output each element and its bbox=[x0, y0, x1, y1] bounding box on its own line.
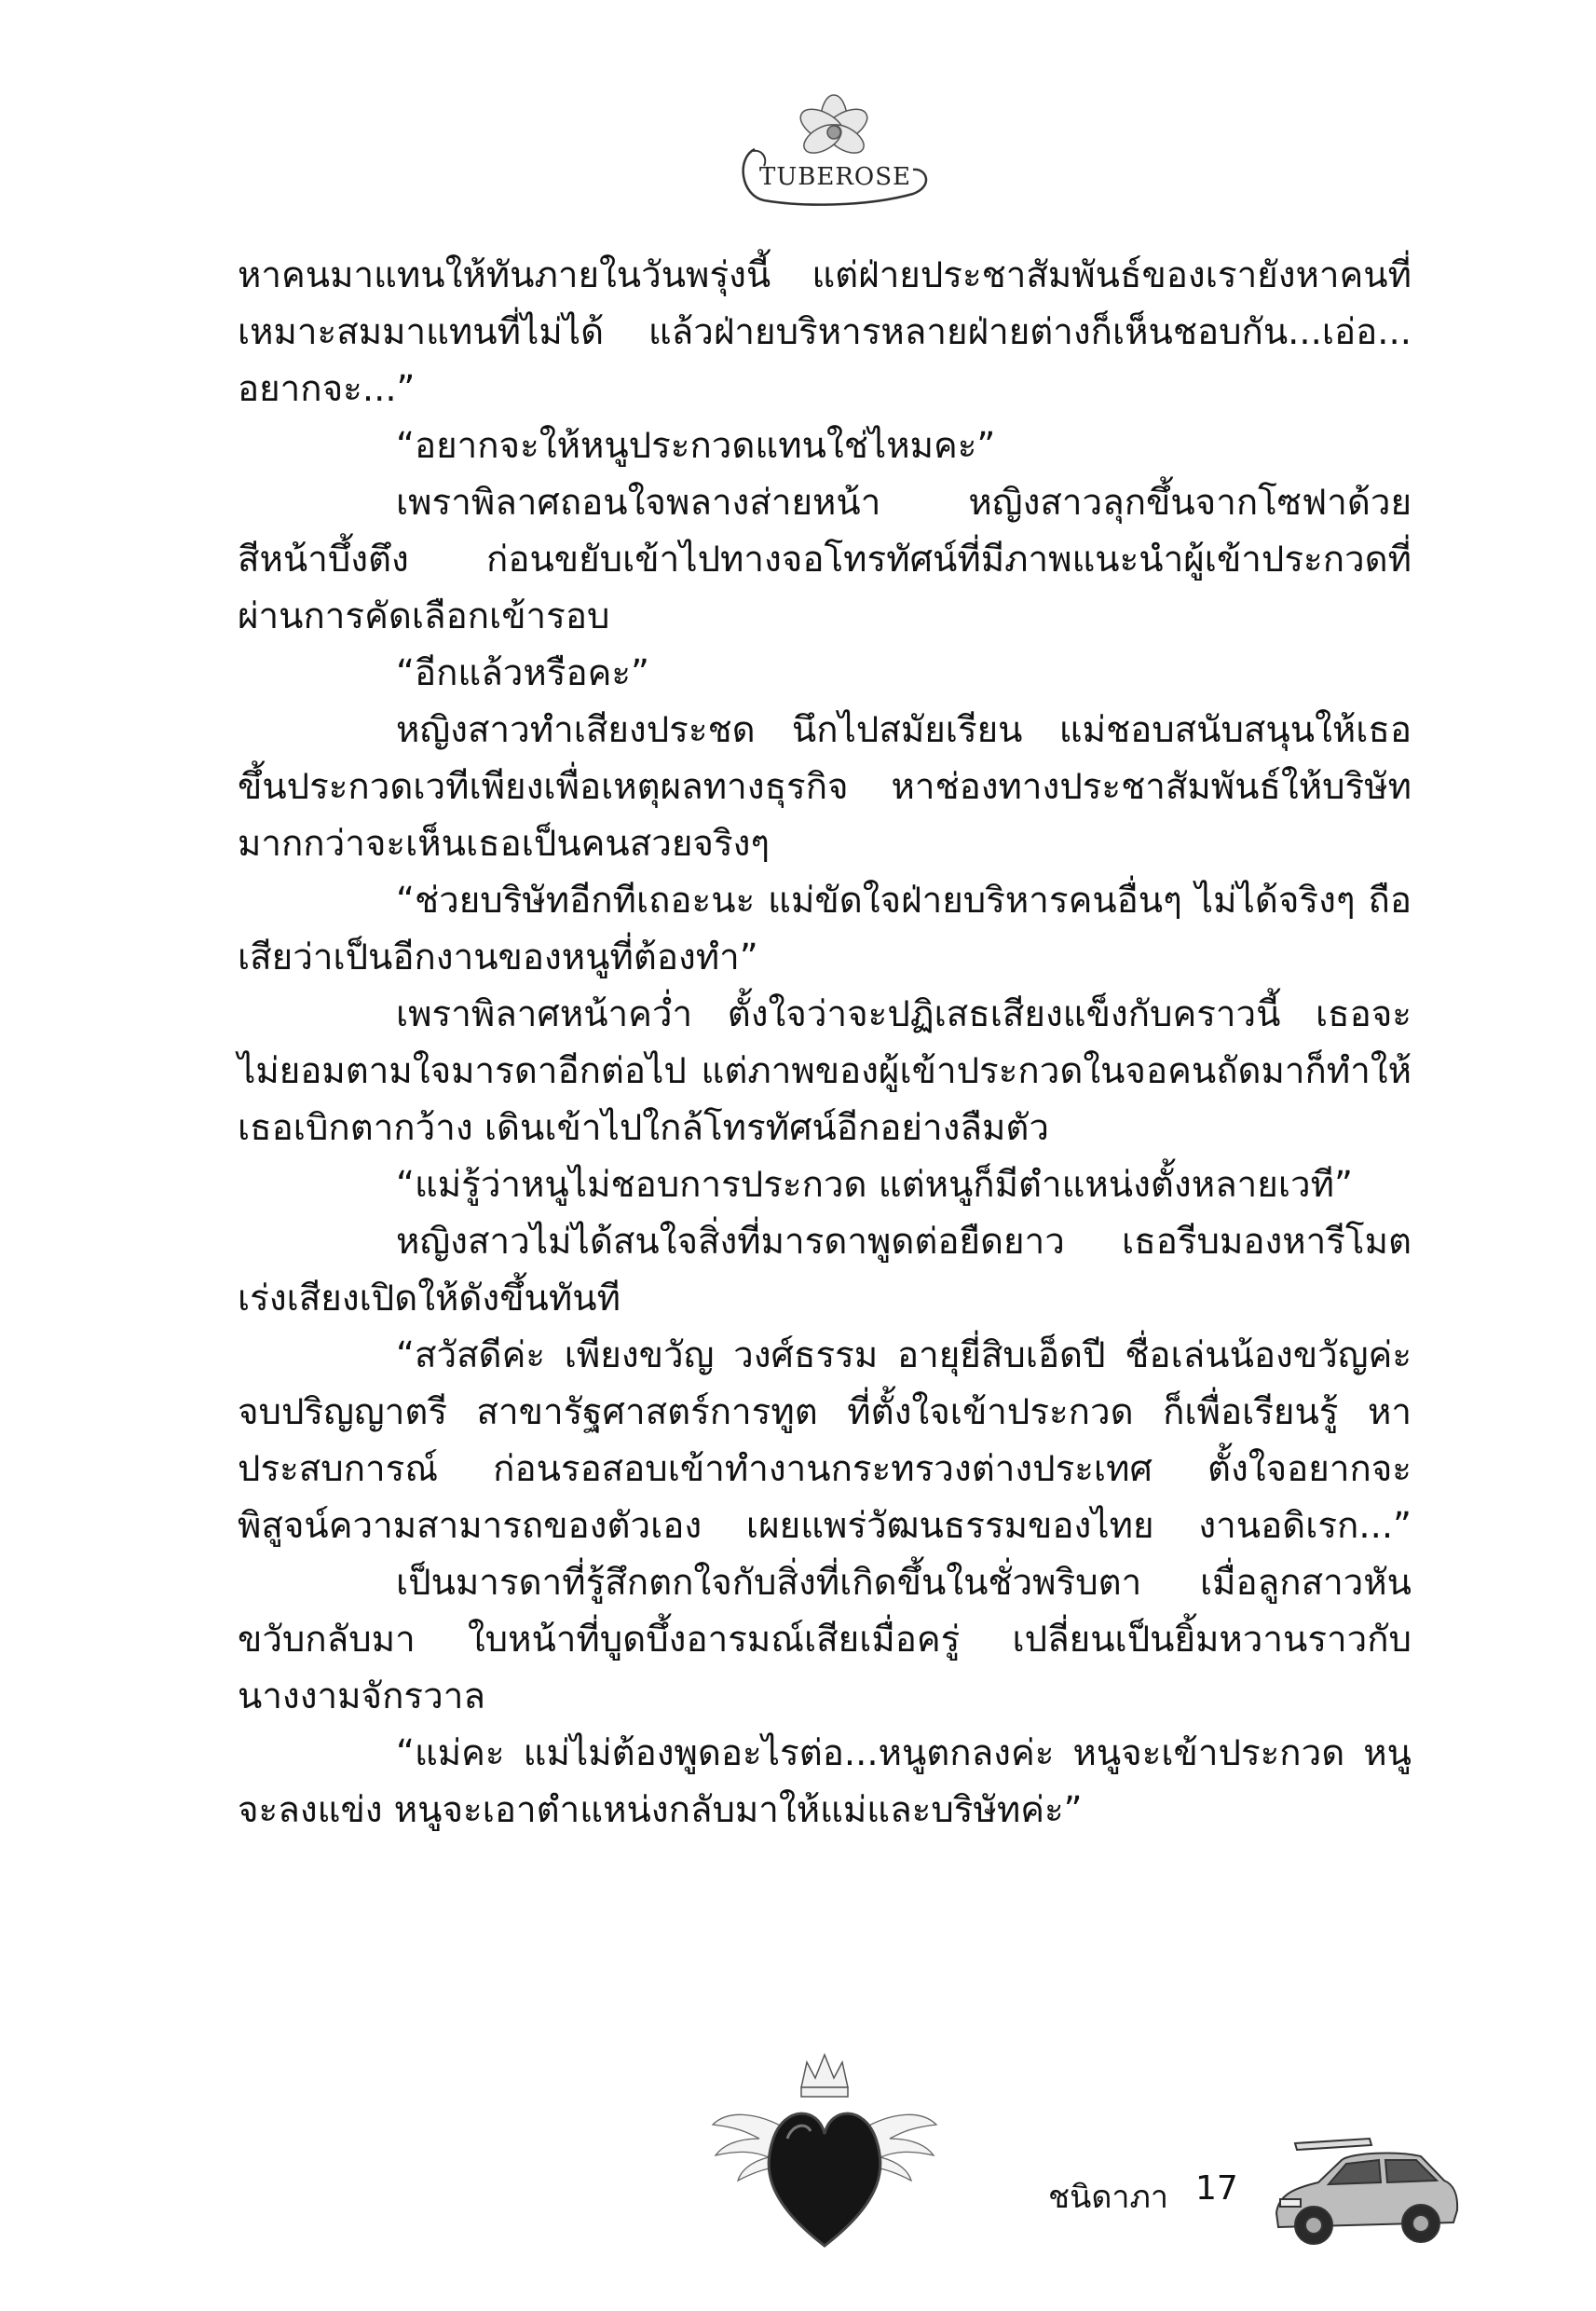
text-line: มากกว่าจะเห็นเธอเป็นคนสวยจริงๆ bbox=[238, 823, 771, 865]
text-line: เพราพิลาศหน้าคว่ำ ตั้งใจว่าจะปฏิเสธเสียงแข็งกับคราวนี้ เธอจะ bbox=[396, 993, 1412, 1035]
text-line: เพราพิลาศถอนใจพลางส่ายหน้า หญิงสาวลุกขึ้นจากโซฟาด้วย bbox=[396, 482, 1412, 524]
text-line: “แม่คะ แม่ไม่ต้องพูดอะไรต่อ...หนูตกลงค่ะ หนูจะเข้าประกวด หนู bbox=[396, 1732, 1412, 1774]
tuberose-flower-logo-icon bbox=[727, 84, 941, 224]
text-line: หญิงสาวไม่ได้สนใจสิ่งที่มารดาพูดต่อยืดยาว เธอรีบมองหารีโมต bbox=[396, 1221, 1412, 1263]
text-line: นางงามจักรวาล bbox=[238, 1675, 485, 1717]
text-line: อยากจะ...” bbox=[238, 368, 416, 410]
suv-car-icon bbox=[1267, 2125, 1463, 2255]
winged-heart-crown-icon bbox=[708, 2045, 941, 2260]
story-body bbox=[238, 247, 1412, 1839]
text-line: ผ่านการคัดเลือกเข้ารอบ bbox=[238, 595, 610, 637]
text-line: เธอเบิกตากว้าง เดินเข้าไปใกล้โทรทัศน์อีกอย่างลืมตัว bbox=[238, 1107, 1049, 1149]
text-line: เป็นมารดาที่รู้สึกตกใจกับสิ่งที่เกิดขึ้นในชั่วพริบตา เมื่อลูกสาวหัน bbox=[396, 1562, 1412, 1604]
text-line: เร่งเสียงเปิดให้ดังขึ้นทันที bbox=[238, 1278, 621, 1320]
text-line: “อยากจะให้หนูประกวดแทนใช่ไหมคะ” bbox=[396, 425, 996, 467]
text-line: ไม่ยอมตามใจมารดาอีกต่อไป แต่ภาพของผู้เข้าประกวดในจอคนถัดมาก็ทำให้ bbox=[238, 1050, 1412, 1092]
page-number: 17 bbox=[1195, 2169, 1238, 2208]
text-line: เสียว่าเป็นอีกงานของหนูที่ต้องทำ” bbox=[238, 937, 758, 978]
text-line: สีหน้าบึ้งตึง ก่อนขยับเข้าไปทางจอโทรทัศน์ที่มีภาพแนะนำผู้เข้าประกวดที่ bbox=[238, 539, 1412, 581]
text-line: หาคนมาแทนให้ทันภายในวันพรุ่งนี้ แต่ฝ่ายประชาสัมพันธ์ของเรายังหาคนที่ bbox=[238, 254, 1412, 296]
text-line: “สวัสดีค่ะ เพียงขวัญ วงศ์ธรรม อายุยี่สิบเอ็ดปี ชื่อเล่นน้องขวัญค่ะ bbox=[396, 1334, 1412, 1376]
text-line: หญิงสาวทำเสียงประชด นึกไปสมัยเรียน แม่ชอบสนับสนุนให้เธอ bbox=[396, 709, 1412, 751]
text-line: ขวับกลับมา ใบหน้าที่บูดบึ้งอารมณ์เสียเมื่อครู่ เปลี่ยนเป็นยิ้มหวานราวกับ bbox=[238, 1619, 1412, 1661]
text-line: “ช่วยบริษัทอีกทีเถอะนะ แม่ขัดใจฝ่ายบริหารคนอื่นๆ ไม่ได้จริงๆ ถือ bbox=[396, 880, 1412, 922]
tuberose-logo-text: TUBEROSE bbox=[759, 163, 912, 191]
text-line: พิสูจน์ความสามารถของตัวเอง เผยแพร่วัฒนธรรมของไทย งานอดิเรก...” bbox=[238, 1505, 1412, 1547]
text-line: “อีกแล้วหรือคะ” bbox=[396, 652, 649, 694]
text-line: จะลงแข่ง หนูจะเอาตำแหน่งกลับมาให้แม่และบริษัทค่ะ” bbox=[238, 1789, 1083, 1831]
text-line: เหมาะสมมาแทนที่ไม่ได้ แล้วฝ่ายบริหารหลายฝ่ายต่างก็เห็นชอบกัน...เอ่อ... bbox=[238, 311, 1412, 353]
text-line: ขึ้นประกวดเวทีเพียงเพื่อเหตุผลทางธุรกิจ หาช่องทางประชาสัมพันธ์ให้บริษัท bbox=[238, 766, 1412, 808]
text-line: “แม่รู้ว่าหนูไม่ชอบการประกวด แต่หนูก็มีตำแหน่งตั้งหลายเวที” bbox=[396, 1164, 1353, 1206]
footer-author-name: ชนิดาภา bbox=[1048, 2179, 1168, 2216]
text-line: จบปริญญาตรี สาขารัฐศาสตร์การทูต ที่ตั้งใจเข้าประกวด ก็เพื่อเรียนรู้ หา bbox=[238, 1391, 1412, 1433]
text-line: ประสบการณ์ ก่อนรอสอบเข้าทำงานกระทรวงต่างประเทศ ตั้งใจอยากจะ bbox=[238, 1448, 1412, 1490]
